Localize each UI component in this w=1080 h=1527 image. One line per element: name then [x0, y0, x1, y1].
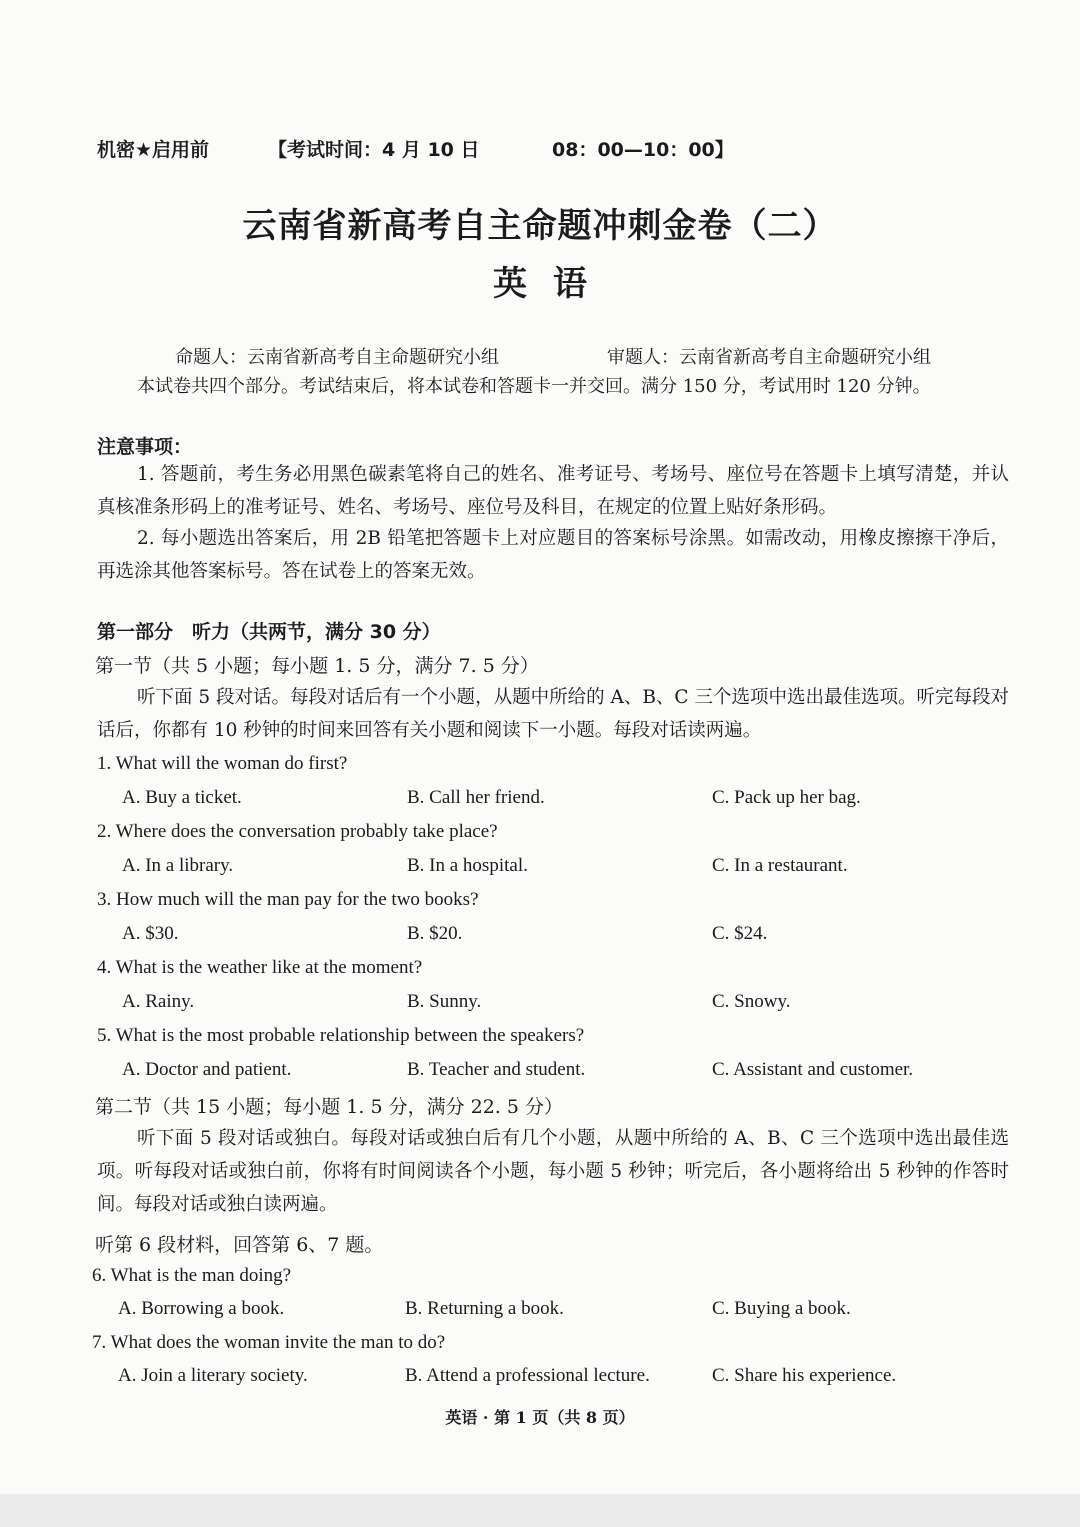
q4-option-c: C. Snowy. — [712, 991, 791, 1012]
q2-option-b: B. In a hospital. — [407, 855, 528, 876]
q5-option-b: B. Teacher and student. — [407, 1059, 586, 1080]
intro-line: 本试卷共四个部分。考试结束后，将本试卷和答题卡一并交回。满分 150 分，考试用时 120 分钟。 — [137, 376, 931, 397]
q1-option-a: A. Buy a ticket. — [122, 787, 242, 808]
q2-option-c: C. In a restaurant. — [712, 855, 848, 876]
subject-title: 英语 — [493, 264, 613, 304]
section2-instruction: 听下面 5 段对话或独白。每段对话或独白后有几个小题，从题中所给的 A、B、C 三个选项中选出最佳选项。听每段对话或独白前，你将有时间阅读各个小题，每小题 5 秒钟；听完后，各小题将给出 5 秒钟的作答时间。每段对话或独白读两遍。 — [97, 1128, 1009, 1215]
reviewer-line: 审题人：云南省新高考自主命题研究小组 — [607, 347, 931, 368]
question-5: 5. What is the most probable relationship between the speakers? — [97, 1025, 585, 1046]
q7-option-a: A. Join a literary society. — [118, 1365, 308, 1386]
page-title: 云南省新高考自主命题冲刺金卷（二） — [242, 206, 838, 246]
notice-item-1: 1. 答题前，考生务必用黑色碳素笔将自己的姓名、准考证号、考场号、座位号在答题卡上填写清楚，并认真核准条形码上的准考证号、姓名、考场号、座位号及科目，在规定的位置上贴好条形码。 — [97, 464, 1009, 518]
section2-heading: 第二节（共 15 小题；每小题 1. 5 分，满分 22. 5 分） — [95, 1096, 564, 1118]
q3-option-c: C. $24. — [712, 923, 768, 944]
setter-line: 命题人：云南省新高考自主命题研究小组 — [175, 347, 499, 368]
page-bottom-edge — [0, 1494, 1080, 1527]
section1-instruction: 听下面 5 段对话。每段对话后有一个小题，从题中所给的 A、B、C 三个选项中选出最佳选项。听完每段对话后，你都有 10 秒钟的时间来回答有关小题和阅读下一小题。每段对话读两遍。 — [97, 687, 1009, 741]
page-footer: 英语 · 第 1 页（共 8 页） — [445, 1408, 635, 1427]
notice-item-2: 2. 每小题选出答案后，用 2B 铅笔把答题卡上对应题目的答案标号涂黑。如需改动，用橡皮擦擦干净后，再选涂其他答案标号。答在试卷上的答案无效。 — [97, 528, 1009, 582]
q5-option-c: C. Assistant and customer. — [712, 1059, 914, 1080]
question-2: 2. Where does the conversation probably take place? — [97, 821, 498, 842]
exam-date: 【考试时间：4 月 10 日 — [268, 139, 480, 161]
exam-time-range: 08：00—10：00】 — [552, 139, 734, 161]
q6-option-b: B. Returning a book. — [405, 1298, 564, 1319]
q1-option-b: B. Call her friend. — [407, 787, 545, 808]
notice-heading: 注意事项： — [97, 436, 193, 458]
section1-heading: 第一节（共 5 小题；每小题 1. 5 分，满分 7. 5 分） — [95, 655, 539, 677]
question-6: 6. What is the man doing? — [92, 1265, 292, 1286]
question-1: 1. What will the woman do first? — [97, 753, 348, 774]
confidential-label: 机密★启用前 — [97, 139, 210, 161]
q2-option-a: A. In a library. — [122, 855, 234, 876]
q6-option-c: C. Buying a book. — [712, 1298, 851, 1319]
part1-heading: 第一部分 听力（共两节，满分 30 分） — [97, 621, 441, 643]
q4-option-a: A. Rainy. — [122, 991, 195, 1012]
q1-option-c: C. Pack up her bag. — [712, 787, 861, 808]
question-4: 4. What is the weather like at the moment? — [97, 957, 423, 978]
q7-option-b: B. Attend a professional lecture. — [405, 1365, 650, 1386]
q7-option-c: C. Share his experience. — [712, 1365, 897, 1386]
q5-option-a: A. Doctor and patient. — [122, 1059, 292, 1080]
material-6-label: 听第 6 段材料，回答第 6、7 题。 — [95, 1234, 384, 1256]
q3-option-a: A. $30. — [122, 923, 179, 944]
q3-option-b: B. $20. — [407, 923, 463, 944]
question-3: 3. How much will the man pay for the two books? — [97, 889, 479, 910]
question-7: 7. What does the woman invite the man to do? — [92, 1332, 446, 1353]
q6-option-a: A. Borrowing a book. — [118, 1298, 285, 1319]
q4-option-b: B. Sunny. — [407, 991, 482, 1012]
